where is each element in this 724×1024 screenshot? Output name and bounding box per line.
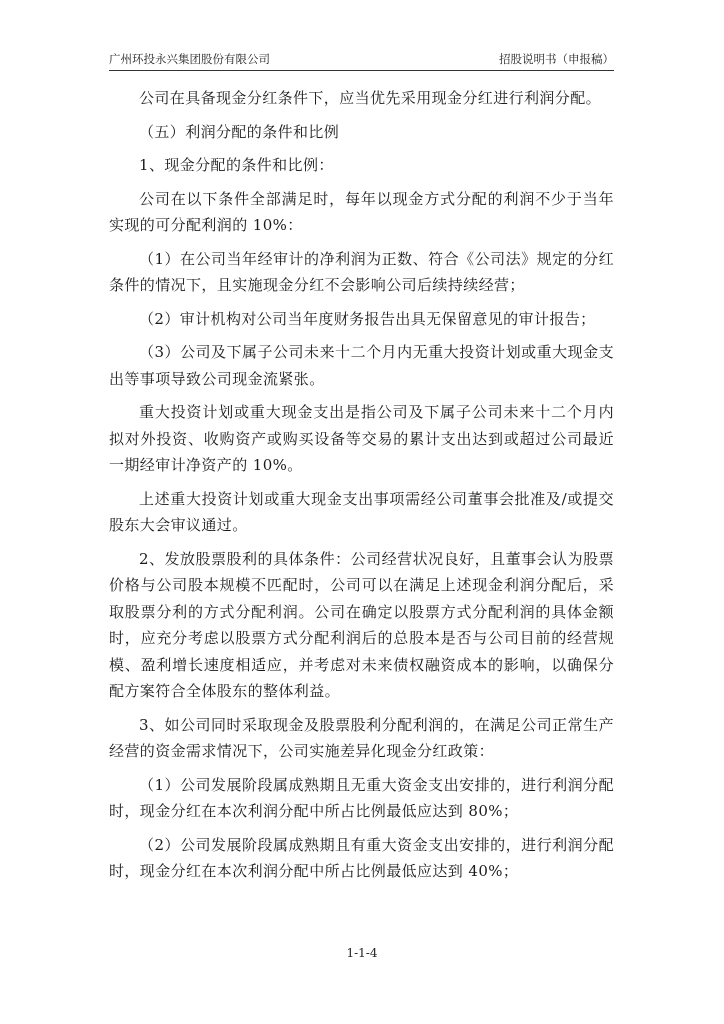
condition-item-3: （3）公司及下属子公司未来十二个月内无重大投资计划或重大现金支出等事项导致公司现金流紧张。 [109,343,614,388]
paragraph-differentiated-policy: 3、如公司同时采取现金及股票股利分配利润的，在满足公司正常生产经营的资金需求情况下，公司实施差异化现金分红政策： [109,715,614,760]
paragraph-cash-distribution-conditions: 公司在以下条件全部满足时，每年以现金方式分配的利润不少于当年实现的可分配利润的 10%： [109,189,614,234]
paragraph-stock-dividend-conditions: 2、发放股票股利的具体条件：公司经营状况良好，且董事会认为股票价格与公司股本规模不匹配时，公司可以在满足上述现金利润分配后，采取股票分利的方式分配利润。公司在确定以股票方式分配利润的具体金额时，应充分考虑以股票方式分配利润后的总股本是否与公司目前的经营规模、盈利增长速度相适应，并考虑对未来债权融资成本的影响，以确保分配方案符合全体股东的整体利益。 [109,549,614,700]
paragraph-cash-dividend-priority: 公司在具备现金分红条件下，应当优先采用现金分红进行利润分配。 [139,89,602,107]
page-header [109,50,614,68]
paragraph-approval-requirement: 上述重大投资计划或重大现金支出事项需经公司董事会批准及/或提交股东大会审议通过。 [109,489,614,534]
document-body [109,85,614,885]
header-company-name: 广州环投永兴集团股份有限公司 [109,52,270,66]
subsection-heading-cash-distribution: 1、现金分配的条件和比例： [139,156,334,174]
paragraph-major-investment-definition: 重大投资计划或重大现金支出是指公司及下属子公司未来十二个月内拟对外投资、收购资产或购买设备等交易的累计支出达到或超过公司最近一期经审计净资产的 10%。 [109,403,614,474]
policy-item-1: （1）公司发展阶段属成熟期且无重大资金支出安排的，进行利润分配时，现金分红在本次利润分配中所占比例最低应达到 80%； [109,775,614,820]
header-document-type: 招股说明书（申报稿） [499,52,614,66]
header-divider [109,70,614,71]
page-number: 1-1-4 [346,946,378,960]
policy-item-2: （2）公司发展阶段属成熟期且有重大资金支出安排的，进行利润分配时，现金分红在本次利润分配中所占比例最低应达到 40%； [109,835,614,880]
section-heading-profit-distribution: （五）利润分配的条件和比例 [139,122,340,141]
condition-item-2: （2）审计机构对公司当年度财务报告出具无保留意见的审计报告； [139,309,596,328]
condition-item-1: （1）在公司当年经审计的净利润为正数、符合《公司法》规定的分红条件的情况下，且实施现金分红不会影响公司后续持续经营； [109,249,614,294]
